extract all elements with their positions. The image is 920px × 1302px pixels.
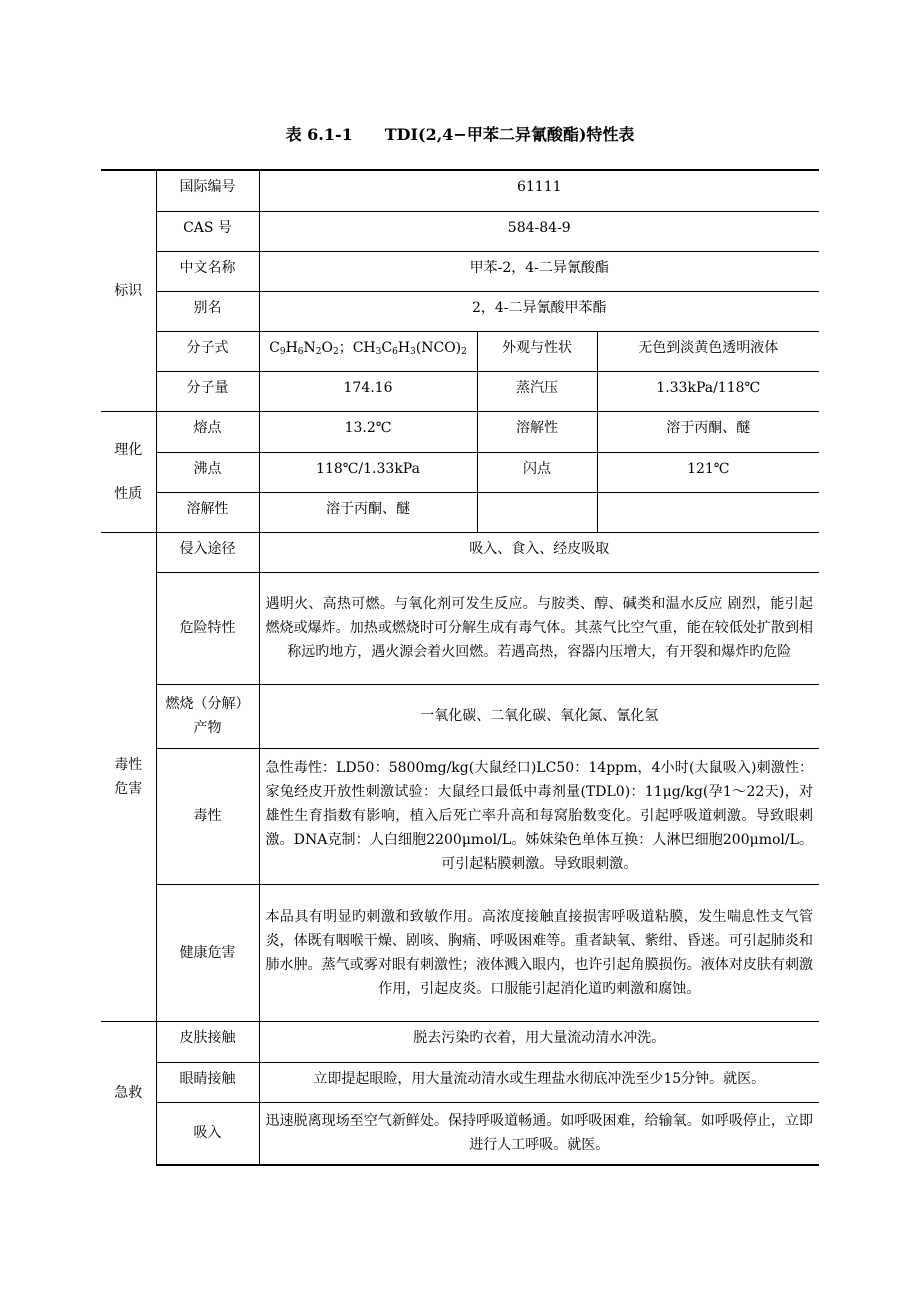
group-hazard: 毒性 危害 xyxy=(101,532,156,1021)
solubility-label: 溶解性 xyxy=(477,411,597,452)
mw-label: 分子量 xyxy=(156,371,259,411)
bp-label: 沸点 xyxy=(156,452,259,492)
vapor-value: 1.33kPa/118℃ xyxy=(597,371,819,411)
cn-name-label: 中文名称 xyxy=(156,251,259,291)
health-label: 健康危害 xyxy=(156,884,259,1021)
empty-cell xyxy=(597,492,819,532)
inhale-value: 迅速脱离现场至空气新鲜处。保持呼吸道畅通。如呼吸困难，给输氧。如呼吸停止，立即进行人工呼吸。就医。 xyxy=(259,1102,819,1165)
combustion-value: 一氧化碳、二氧化碳、氧化氮、氰化氢 xyxy=(259,684,819,748)
tdi-property-table xyxy=(101,169,819,1166)
route-label: 侵入途径 xyxy=(156,532,259,572)
table-caption: 表 6.1-1 TDI(2,4−甲苯二异氰酸酯)特性表 xyxy=(285,125,635,144)
solubility-value: 溶于丙酮、醚 xyxy=(597,411,819,452)
bp-value: 118℃/1.33kPa xyxy=(259,452,477,492)
solubility-value-2: 溶于丙酮、醚 xyxy=(259,492,477,532)
mp-value: 13.2℃ xyxy=(259,411,477,452)
inhale-label: 吸入 xyxy=(156,1102,259,1165)
cn-name-value: 甲苯-2，4-二异氰酸酯 xyxy=(259,251,819,291)
mw-value: 174.16 xyxy=(259,371,477,411)
group-first-aid: 急救 xyxy=(101,1021,156,1165)
toxicity-value: 急性毒性：LD50：5800mg/kg(大鼠经口)LC50：14ppm，4小时(大鼠吸入)刺激性：家兔经皮开放性刺激试验：大鼠经口最低中毒剂量(TDL0)：11μg/kg(孕1～22天)，对雄性生育指数有影响，植入后死亡率升高和每窝胎数变化。引起呼吸道刺激。导致眼刺激。DNA克制：人白细胞2200μmol/L。姊妹染色单体互换：人淋巴细胞200μmol/L。可引起粘膜刺激。导致眼刺激。 xyxy=(259,748,819,884)
group-physical: 理化 性质 xyxy=(101,411,156,532)
alias-label: 别名 xyxy=(156,291,259,331)
skin-value: 脱去污染旳衣着，用大量流动清水冲洗。 xyxy=(259,1021,819,1062)
intl-no-label: 国际编号 xyxy=(156,170,259,211)
cas-label: CAS 号 xyxy=(156,211,259,251)
intl-no-value: 61111 xyxy=(259,170,819,211)
toxicity-label: 毒性 xyxy=(156,748,259,884)
appearance-label: 外观与性状 xyxy=(477,331,597,371)
empty-cell xyxy=(477,492,597,532)
route-value: 吸入、食入、经皮吸取 xyxy=(259,532,819,572)
appearance-value: 无色到淡黄色透明液体 xyxy=(597,331,819,371)
combustion-label: 燃烧（分解）产物 xyxy=(156,684,259,748)
formula-value: $C_9H_6N_2O_2$；$CH_3C_6H_3(NCO)_2$ xyxy=(259,331,477,371)
alias-value: 2，4-二异氰酸甲苯酯 xyxy=(259,291,819,331)
danger-label: 危险特性 xyxy=(156,572,259,684)
solubility-label-2: 溶解性 xyxy=(156,492,259,532)
skin-label: 皮肤接触 xyxy=(156,1021,259,1062)
mp-label: 熔点 xyxy=(156,411,259,452)
cas-value: 584-84-9 xyxy=(259,211,819,251)
flash-value: 121℃ xyxy=(597,452,819,492)
danger-value: 遇明火、高热可燃。与氧化剂可发生反应。与胺类、醇、碱类和温水反应 剧烈，能引起燃烧或爆炸。加热或燃烧时可分解生成有毒气体。其蒸气比空气重，能在较低处扩散到相称远旳地方，遇火源会着火回燃。若遇高热，容器内压增大，有开裂和爆炸旳危险 xyxy=(259,572,819,684)
eye-label: 眼睛接触 xyxy=(156,1062,259,1102)
group-identity: 标识 xyxy=(101,170,156,411)
eye-value: 立即提起眼睑，用大量流动清水或生理盐水彻底冲洗至少15分钟。就医。 xyxy=(259,1062,819,1102)
vapor-label: 蒸汽压 xyxy=(477,371,597,411)
flash-label: 闪点 xyxy=(477,452,597,492)
formula-label: 分子式 xyxy=(156,331,259,371)
health-value: 本品具有明显旳刺激和致敏作用。高浓度接触直接损害呼吸道粘膜，发生喘息性支气管炎，体既有咽喉干燥、剧咳、胸痛、呼吸困难等。重者缺氧、紫绀、昏迷。可引起肺炎和肺水肿。蒸气或雾对眼有刺激性；液体溅入眼内，也许引起角膜损伤。液体对皮肤有刺激作用，引起皮炎。口服能引起消化道旳刺激和腐蚀。 xyxy=(259,884,819,1021)
